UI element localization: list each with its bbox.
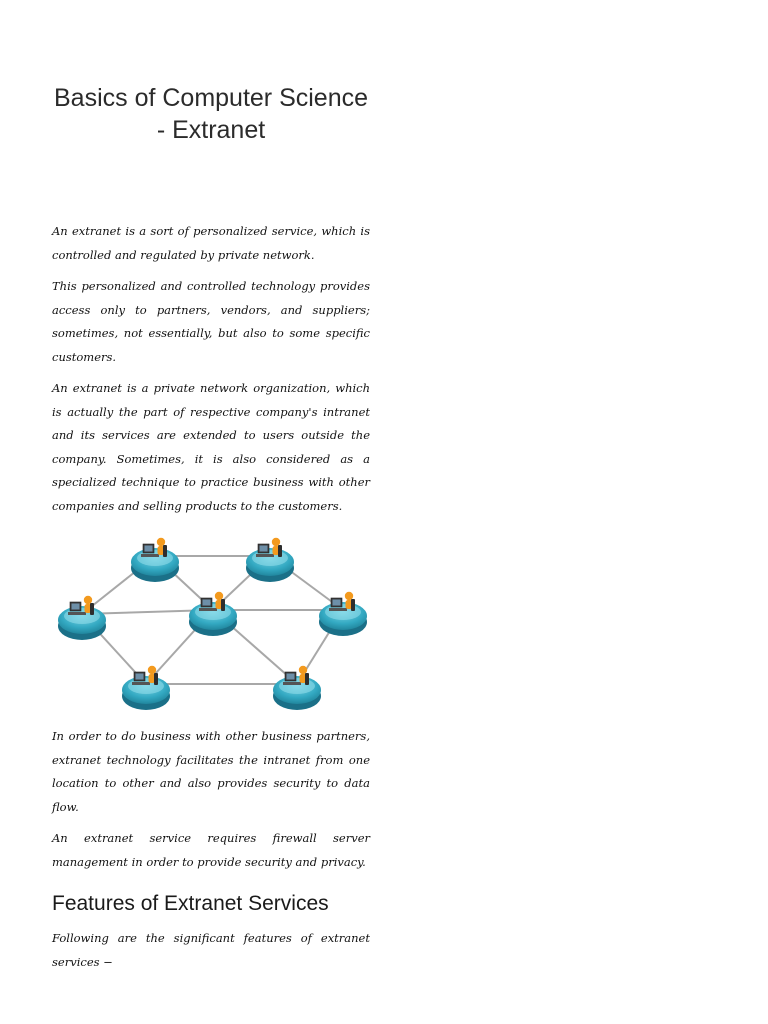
paragraph-private-network: An extranet is a private network organization, which is actually the part of respective company's intranet and its services are extended to users outside the company. Sometimes, it is also considered as a specialized technique to practice business with other companies and selling products to the customers. <box>52 381 370 513</box>
paragraph-firewall: An extranet service requires firewall server management in order to provide security and privacy. <box>52 831 370 869</box>
network-illustration <box>52 528 370 720</box>
network-node <box>273 666 321 710</box>
network-node <box>122 666 170 710</box>
paragraph-access: This personalized and controlled technology provides access only to partners, vendors, and suppliers; sometimes, not essentially, but also to some specific customers. <box>52 279 370 364</box>
network-node <box>131 538 179 582</box>
paragraph-definition: An extranet is a sort of personalized service, which is controlled and regulated by private network. <box>52 224 370 262</box>
page-title: Basics of Computer Science - Extranet <box>53 84 369 144</box>
paragraph-business-partners: In order to do business with other business partners, extranet technology facilitates the intranet from one location to other and also provides security to data flow. <box>52 729 370 814</box>
network-node <box>189 592 237 636</box>
section-paragraph: Following are the significant features of extranet services − <box>52 931 370 969</box>
section-heading: Features of Extranet Services <box>52 892 329 915</box>
network-node <box>58 596 106 640</box>
network-node <box>246 538 294 582</box>
